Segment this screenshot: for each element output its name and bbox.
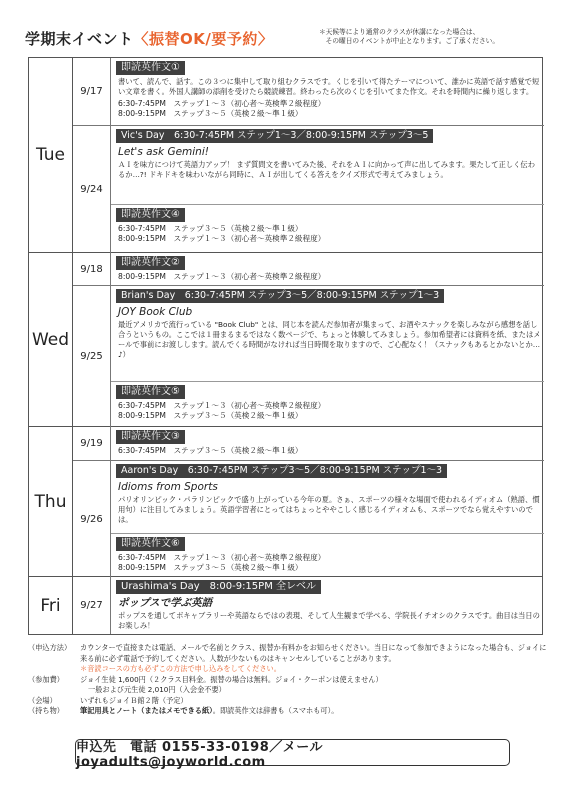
event-schedule-table xyxy=(28,57,543,635)
event-band: 即読英作文⑤ xyxy=(116,385,185,399)
event-subtitle: Let's ask Gemini! xyxy=(118,146,209,158)
page-header xyxy=(25,28,555,52)
date-label: 9/26 xyxy=(73,461,111,577)
date-row xyxy=(73,577,544,634)
event-time: 6:30-7:45PM ステップ３～５（英検２級～準１級） xyxy=(118,224,303,233)
event-item xyxy=(116,289,541,362)
date-label: 9/27 xyxy=(73,577,111,634)
event-time: 6:30-7:45PM ステップ１～３（初心者～英検準２級程度） xyxy=(118,553,326,562)
items-label: （持ち物） xyxy=(28,706,64,715)
date-label: 9/18 xyxy=(73,253,111,285)
day-label: Tue xyxy=(29,58,73,252)
event-description: ポップスを通してボキャブラリーや英語ならではの表現、そして人生観まで学べる、学院長イチオシのクラスです。曲目は当日のお楽しみ！ xyxy=(118,611,540,630)
date-label: 9/19 xyxy=(73,427,111,460)
page-title xyxy=(25,28,273,49)
event-item xyxy=(116,129,541,182)
event-time: 6:30-7:45PM ステップ１～３（初心者～英検準２級程度） xyxy=(118,401,326,410)
date-row xyxy=(73,253,544,286)
event-time: 8:00-9:15PM ステップ３～５（英検２級～準１級） xyxy=(118,563,303,572)
day-block-fri xyxy=(29,577,542,634)
event-time: 6:30-7:45PM ステップ３～５（英検２級～準１級） xyxy=(118,446,303,455)
event-time: 6:30-7:45PM ステップ１～３（初心者～英検準２級程度） xyxy=(118,99,326,108)
event-band: Vic's Day 6:30-7:45PM ステップ1～3／8:00-9:15PM ステップ3～5 xyxy=(116,129,433,143)
date-row xyxy=(73,286,544,427)
title-accent: 〈振替OK/要予約〉 xyxy=(133,30,274,48)
event-item xyxy=(116,385,541,421)
event-subtitle: JOY Book Club xyxy=(118,306,193,318)
event-subtitle: Idioms from Sports xyxy=(118,481,218,493)
event-item xyxy=(116,464,541,527)
apply-method xyxy=(28,643,548,675)
event-band: 即読英作文① xyxy=(116,61,185,75)
day-block-tue xyxy=(29,58,542,253)
event-item xyxy=(116,61,541,119)
venue-text: いずれもジョイＢ館２階（予定） xyxy=(80,695,188,705)
venue-label: （会場） xyxy=(28,695,57,705)
date-row xyxy=(73,58,544,126)
weather-notice: ＊天候等により通常のクラスが休講になった場合は、 その曜日のイベントが中止となります。ご了承ください。 xyxy=(319,28,500,45)
event-time: 8:00-9:15PM ステップ１～３（初心者～英検準２級程度） xyxy=(118,234,326,243)
event-item xyxy=(116,256,541,282)
venue-info xyxy=(28,696,548,707)
items-text: 。即読英作文は辞書も（スマホも可）。 xyxy=(212,706,339,715)
day-block-thu xyxy=(29,427,542,577)
event-band: Urashima's Day 8:00-9:15PM 全レベル xyxy=(116,580,321,594)
date-row xyxy=(73,461,544,577)
event-band: 即読英作文③ xyxy=(116,430,185,444)
event-band: Aaron's Day 6:30-7:45PM ステップ3～5／8:00-9:15PM ステップ1～3 xyxy=(116,464,447,478)
date-row xyxy=(73,126,544,253)
event-band: Brian's Day 6:30-7:45PM ステップ3～5／8:00-9:15PM ステップ1～3 xyxy=(116,289,444,303)
footer-info xyxy=(28,643,548,717)
day-label: Thu xyxy=(29,427,73,576)
day-label: Fri xyxy=(29,577,73,634)
event-subtitle: ポップスで学ぶ英語 xyxy=(118,597,213,609)
date-label: 9/24 xyxy=(73,126,111,253)
event-item xyxy=(116,208,541,244)
date-label: 9/17 xyxy=(73,58,111,125)
contact-box: 申込先 電話 0155-33-0198／メール joyadults@joyworld.com xyxy=(75,739,510,766)
event-band: 即読英作文④ xyxy=(116,208,185,222)
event-description: ＡＩを味方につけて英語力アップ！ まず質問文を書いてみた後、それをＡＩに向かって声に出してみます。果たして正しく伝わるか…?! ドキドキを味わいながら同時に、ＡＩが出してくる答えをクイズ形式で考えてみましょう。 xyxy=(118,160,535,179)
fee-text-general: 一般および元生徒 2,010円（入会金不要） xyxy=(88,685,226,694)
apply-text: カウンターで直接または電話、メールで名前とクラス、振替か有料かをお知らせください。当日になって参加できようになった場合も、ジョイに来る前に必ず電話で予約してください。人数が少ないものはキャンセルしていることがあります。 xyxy=(80,643,547,663)
event-time: 8:00-9:15PM ステップ３～５（英検２級～準１級） xyxy=(118,109,303,118)
event-item xyxy=(116,580,541,633)
date-row xyxy=(73,427,544,461)
event-item xyxy=(116,537,541,573)
fee-info xyxy=(28,675,548,696)
fee-text: ジョイ生徒 1,600円（２クラス目料金。振替の場合は無料。ジョイ・クーポンは使えません） xyxy=(80,674,383,684)
row-divider xyxy=(111,381,544,382)
fee-label: （参加費） xyxy=(28,674,64,684)
event-description: パリオリンピック・パラリンピックで盛り上がっている今年の夏。さぁ、スポーツの様々な場面で使われるイディオム（熟語、慣用句）に注目してみましょう。英語学習者にとってはちょっとややこしく感じるイディオムも、スポーツでなら覚えやすいのでは。 xyxy=(118,495,540,524)
day-label: Wed xyxy=(29,253,73,426)
title-main: 学期末イベント xyxy=(25,30,134,48)
apply-note: ＊音読コースの方も必ずこの方法で申し込みをしてください。 xyxy=(80,664,281,673)
row-divider xyxy=(111,533,544,534)
items-info xyxy=(28,706,548,717)
event-band: 即読英作文② xyxy=(116,256,185,270)
event-description: 最近アメリカで流行っている "Book Club" とは、同じ本を読んだ参加者が集まって、お酒やスナックを楽しみながら感想を話し合うというもの。ここでは１冊まるまるではなく数ページで、ちょっと体験してみましょう。参加希望者には資料を紙、またはメールで事前にお渡しします。読んでくる時間がなければ当日時間を取りますので、ご心配なく！（スナックもあるとかないとか…♪） xyxy=(118,320,541,359)
event-description: 書いて、読んで、話す。この３つに集中して取り組むクラスです。くじを引いて得たテーマについて、誰かに英語で話す感覚で短い文章を書く。外国人講師の添削を受けたら競読練習。終わったら次のくじを引いてまた作文。それを時間内に繰り返します。 xyxy=(118,77,540,96)
row-divider xyxy=(111,204,544,205)
event-band: 即読英作文⑥ xyxy=(116,537,185,551)
day-block-wed xyxy=(29,253,542,427)
apply-label: （申込方法） xyxy=(28,643,72,652)
items-bold: 筆記用具とノート（またはメモできる紙） xyxy=(80,706,213,715)
date-label: 9/25 xyxy=(73,286,111,427)
event-time: 8:00-9:15PM ステップ１～３（初心者～英検準２級程度） xyxy=(118,272,326,281)
event-time: 8:00-9:15PM ステップ３～５（英検２級～準１級） xyxy=(118,411,303,420)
event-item xyxy=(116,430,541,456)
